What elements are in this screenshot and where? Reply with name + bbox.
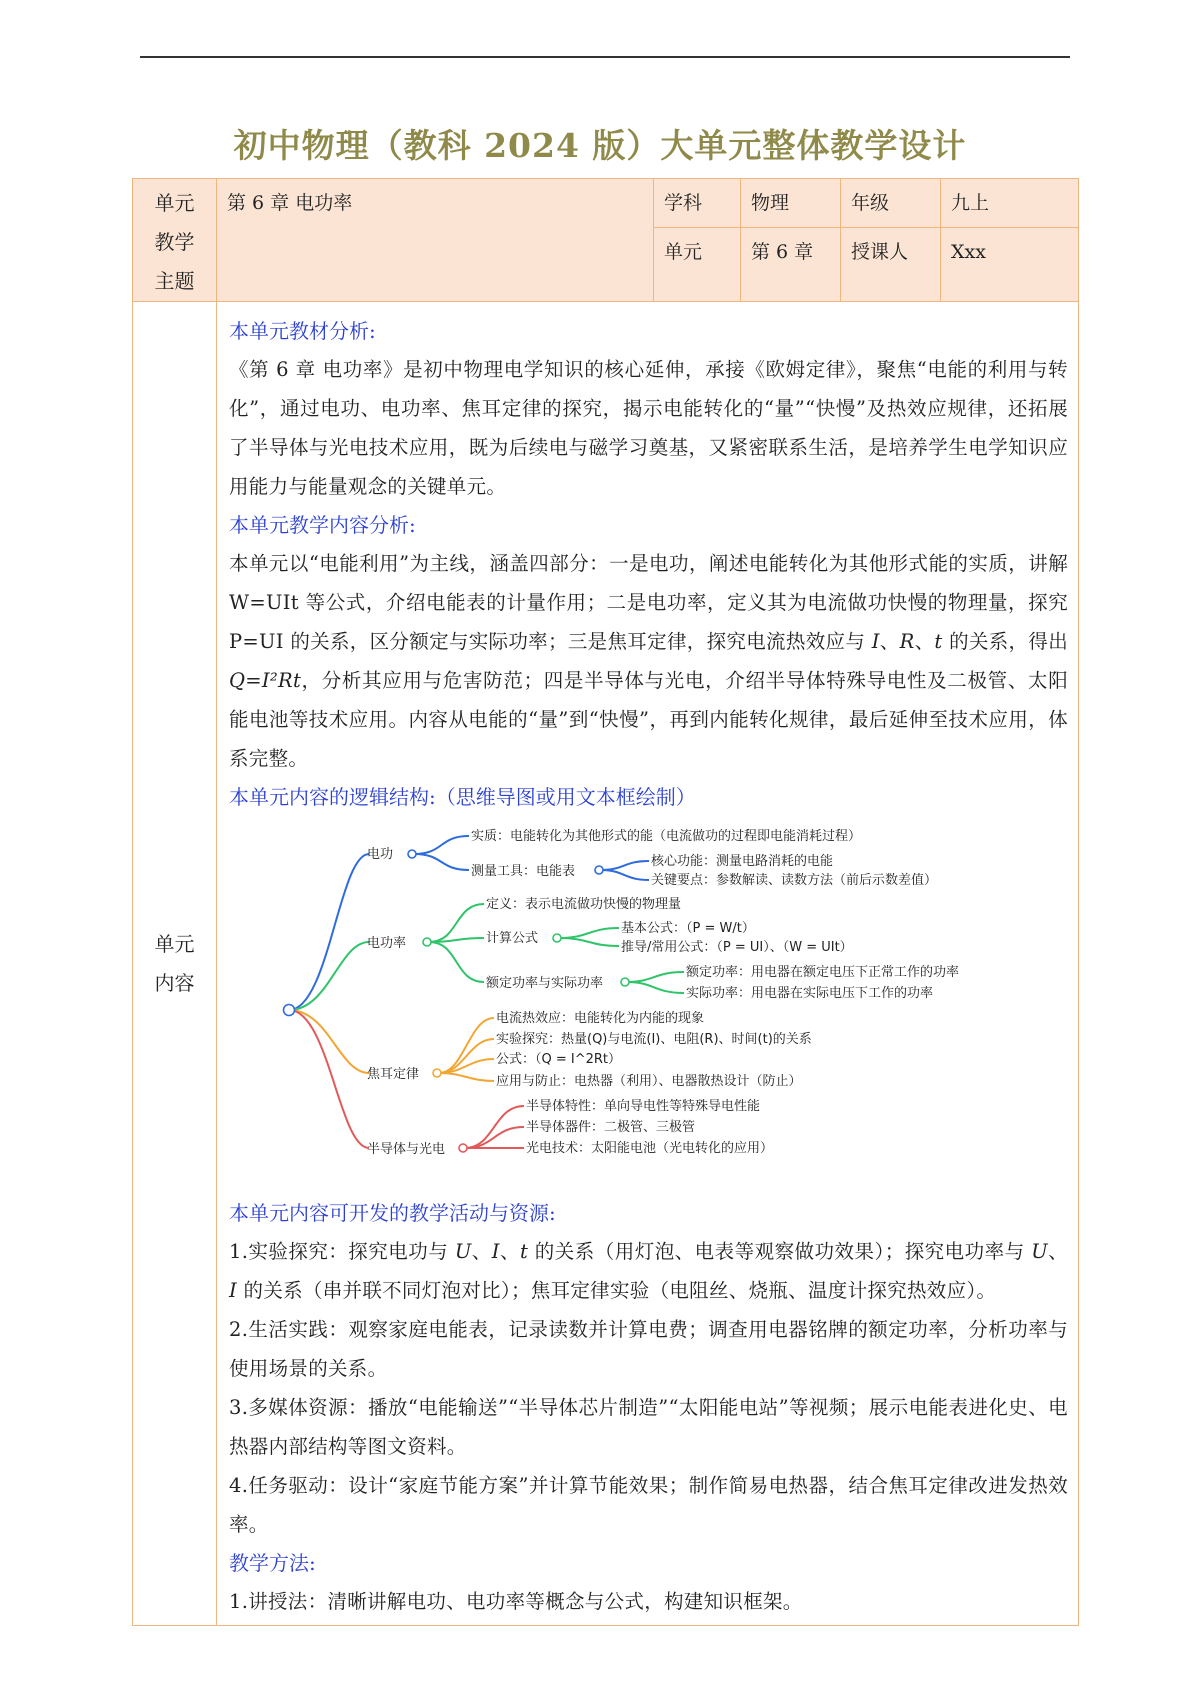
unit-theme-value: 第 6 章 电功率 — [227, 192, 353, 214]
design-table — [132, 178, 1079, 1626]
content-row-label: 单元 内容 — [154, 931, 195, 995]
activity-3: 3.多媒体资源：播放“电能输送”“半导体芯片制造”“太阳能电站”等视频；展示电能表进化史、电热器内部结构等图文资料。 — [229, 1396, 1068, 1458]
section-activities-title: 本单元内容可开发的教学活动与资源: — [229, 1201, 556, 1225]
method-1: 1.讲授法：清晰讲解电功、电功率等概念与公式，构建知识框架。 — [229, 1590, 803, 1613]
section-logic-structure-title: 本单元内容的逻辑结构:（思维导图或用文本框绘制） — [229, 785, 696, 809]
activity-1: 1.实验探究：探究电功与 U、I、t 的关系（用灯泡、电表等观察做功效果）；探究电功率与 U、I 的关系（串并联不同灯泡对比）；焦耳定律实验（电阻丝、烧瓶、温度计探究热效应）。 — [229, 1240, 1068, 1302]
unit-theme-value-cell — [217, 179, 654, 302]
grade-value: 九上 — [951, 192, 990, 214]
mm-b2-node3: 额定功率与实际功率 — [486, 976, 604, 991]
edge-root-b2 — [289, 942, 369, 1010]
mm-branch-joule: 焦耳定律 — [367, 1067, 420, 1082]
top-rule — [140, 56, 1070, 58]
activity-2: 2.生活实践：观察家庭电能表，记录读数并计算电费；调查用电器铭牌的额定功率，分析功率与使用场景的关系。 — [229, 1318, 1068, 1380]
mm-b2-n3-leaf1: 额定功率：用电器在额定电压下正常工作的功率 — [686, 965, 960, 980]
edge-root-b1 — [289, 854, 369, 1010]
unit-theme-label: 单元 教学 主题 — [154, 191, 195, 293]
mm-branch-power-work: 电功 — [367, 847, 394, 862]
mind-map — [229, 818, 1149, 1188]
activity-4: 4.任务驱动：设计“家庭节能方案”并计算节能效果；制作简易电热器，结合焦耳定律改进发热效率。 — [229, 1474, 1068, 1536]
unit-theme-label-cell — [133, 179, 217, 302]
unit-value: 第 6 章 — [751, 241, 814, 264]
mm-branch-power: 电功率 — [367, 936, 407, 951]
section-content-analysis-text: 本单元以“电能利用”为主线，涵盖四部分：一是电功，阐述电能转化为其他形式能的实质，讲解 W=UIt 等公式，介绍电能表的计量作用；二是电功率，定义其为电流做功快慢的物理量，探究 P=UI 的关系，区分额定与实际功率；三是焦耳定律，探究电流热效应与 I、R、t 的关系，得出 Q=I²Rt，分析其应用与危害防范；四是半导体与光电，介绍半导体特殊导电性及二极管、太阳能电池等技术应用。内容从电能的“量”到“快慢”，再到内能转化规律，最后延伸至技术应用，体系完整。 — [229, 552, 1068, 770]
mm-b3-leaf2: 实验探究：热量(Q)与电流(I)、电阻(R)、时间(t)的关系 — [496, 1032, 812, 1047]
content-cell — [217, 302, 1079, 1626]
mm-branch-semiconductor: 半导体与光电 — [367, 1142, 446, 1157]
mm-b2-n2-leaf2: 推导/常用公式：（P = UI）、（W = UIt） — [621, 940, 853, 955]
mm-b1-n2-leaf2: 关键要点：参数解读、读数方法（前后示数差值） — [651, 873, 938, 888]
mm-b2-leaf1: 定义：表示电流做功快慢的物理量 — [486, 897, 682, 912]
document-title: 初中物理（教科 2024 版）大单元整体教学设计 — [233, 126, 967, 165]
edge-root-b3 — [289, 1010, 369, 1073]
teacher-value: Xxx — [951, 241, 986, 264]
subject-label: 学科 — [664, 192, 703, 214]
mm-b1-node2: 测量工具：电能表 — [471, 864, 576, 879]
mm-b2-n2-leaf1: 基本公式：（P = W/t） — [621, 921, 755, 936]
grade-label: 年级 — [851, 192, 890, 214]
mm-b3-leaf1: 电流热效应：电能转化为内能的现象 — [496, 1011, 705, 1026]
subject-value: 物理 — [751, 192, 790, 214]
section-material-analysis-text: 《第 6 章 电功率》是初中物理电学知识的核心延伸，承接《欧姆定律》，聚焦“电能的利用与转化”，通过电功、电功率、焦耳定律的探究，揭示电能转化的“量”“快慢”及热效应规律，还拓展了半导体与光电技术应用，既为后续电与磁学习奠基，又紧密联系生活，是培养学生电学知识应用能力与能量观念的关键单元。 — [229, 358, 1068, 498]
section-material-analysis-title: 本单元教材分析: — [229, 319, 376, 343]
mm-b3-leaf4: 应用与防止：电热器（利用）、电器散热设计（防止） — [496, 1074, 802, 1089]
mm-b4-leaf2: 半导体器件：二极管、三极管 — [526, 1120, 696, 1135]
section-content-analysis-title: 本单元教学内容分析: — [229, 513, 416, 537]
unit-label: 单元 — [664, 241, 703, 264]
mm-b1-n2-leaf1: 核心功能：测量电路消耗的电能 — [651, 854, 834, 869]
mm-b3-leaf3: 公式：（Q = I^2Rt） — [496, 1052, 622, 1067]
teacher-label: 授课人 — [851, 241, 909, 264]
joule-formula: Q=I²Rt — [229, 669, 302, 692]
edge-root-b4 — [289, 1010, 369, 1148]
mm-b4-leaf3: 光电技术：太阳能电池（光电转化的应用） — [526, 1141, 774, 1156]
mm-b2-node2: 计算公式 — [486, 931, 539, 946]
mm-b2-n3-leaf2: 实际功率：用电器在实际电压下工作的功率 — [686, 986, 934, 1001]
section-methods-title: 教学方法: — [229, 1551, 316, 1575]
mm-b1-leaf1: 实质：电能转化为其他形式的能（电流做功的过程即电能消耗过程） — [471, 829, 862, 844]
root-node — [284, 1005, 295, 1016]
mm-b4-leaf1: 半导体特性：单向导电性等特殊导电性能 — [526, 1099, 761, 1114]
content-label-cell — [133, 302, 217, 1626]
